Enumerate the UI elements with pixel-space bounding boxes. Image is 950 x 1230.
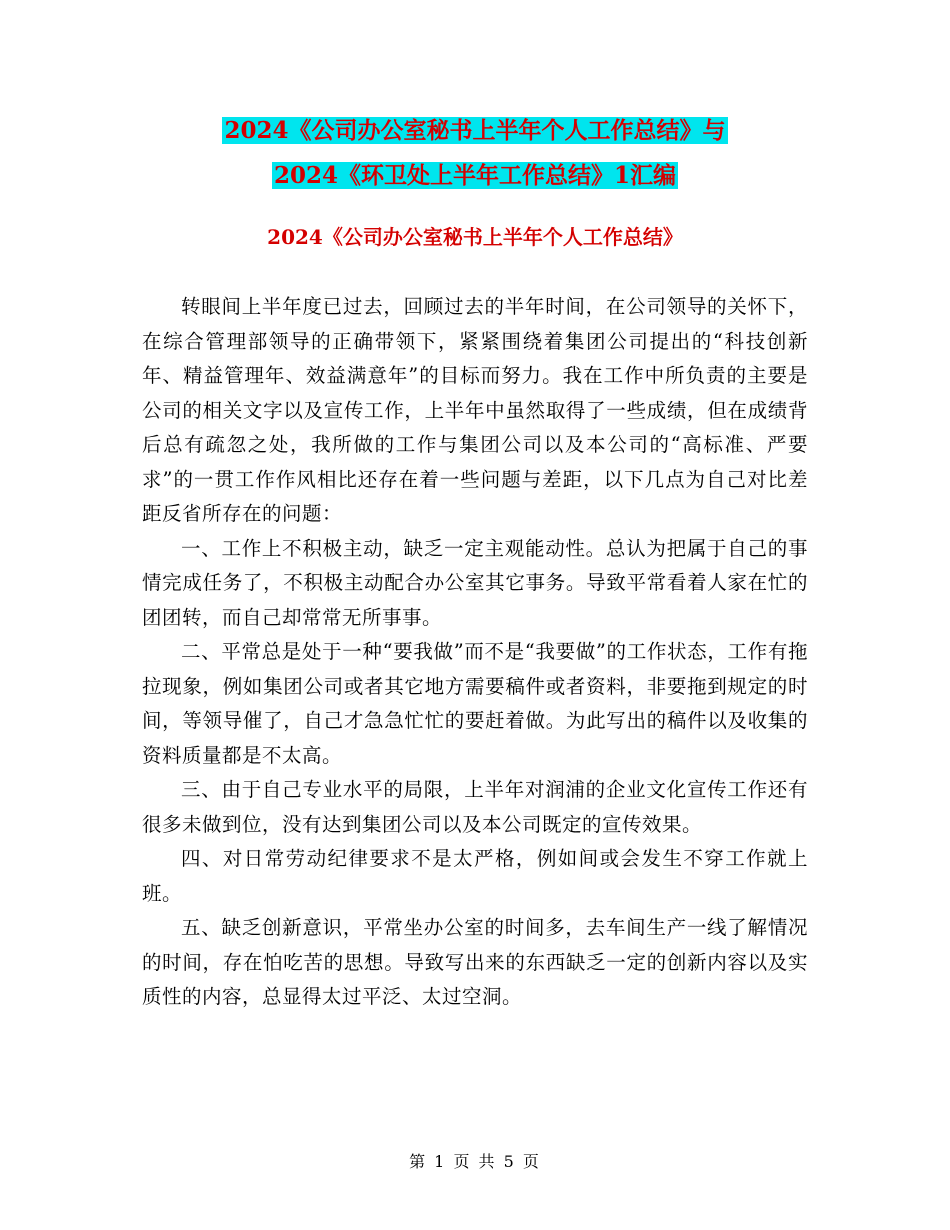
section-title: 2024《公司办公室秘书上半年个人工作总结》 [267, 225, 683, 249]
paragraph-item-2: 二、平常总是处于一种“要我做”而不是“我要做”的工作状态，工作有拖拉现象，例如集团公司或者其它地方需要稿件或者资料，非要拖到规定的时间，等领导催了，自己才急急忙忙的要赶着做。为此写出的稿件以及收集的资料质量都是不太高。 [142, 640, 808, 767]
page-footer: 第 1 页 共 5 页 [409, 1152, 541, 1171]
document-body [142, 290, 808, 1015]
document-title-line-2 [0, 157, 950, 195]
title-highlight-1: 2024《公司办公室秘书上半年个人工作总结》与 [224, 117, 726, 144]
paragraph-item-5: 五、缺乏创新意识，平常坐办公室的时间多，去车间生产一线了解情况的时间，存在怕吃苦的思想。导致写出来的东西缺乏一定的创新内容以及实质性的内容，总显得太过平泛、太过空洞。 [142, 916, 808, 1008]
title-highlight-2: 2024《环卫处上半年工作总结》1汇编 [273, 162, 677, 189]
document-title-line-1 [0, 112, 950, 150]
paragraph-item-1: 一、工作上不积极主动，缺乏一定主观能动性。总认为把属于自己的事情完成任务了，不积极主动配合办公室其它事务。导致平常看着人家在忙的团团转，而自己却常常无所事事。 [142, 536, 808, 629]
paragraph-intro: 转眼间上半年度已过去，回顾过去的半年时间，在公司领导的关怀下，在综合管理部领导的正确带领下，紧紧围绕着集团公司提出的“科技创新年、精益管理年、效益满意年”的目标而努力。我在工作中所负责的主要是公司的相关文字以及宣传工作，上半年中虽然取得了一些成绩，但在成绩背后总有疏忽之处，我所做的工作与集团公司以及本公司的“高标准、严要求”的一贯工作作风相比还存在着一些问题与差距，以下几点为自己对比差距反省所存在的问题： [142, 295, 808, 525]
paragraph-item-4: 四、对日常劳动纪律要求不是太严格，例如间或会发生不穿工作就上班。 [142, 847, 808, 905]
paragraph-item-3: 三、由于自己专业水平的局限，上半年对润浦的企业文化宣传工作还有很多未做到位，没有达到集团公司以及本公司既定的宣传效果。 [142, 778, 808, 836]
